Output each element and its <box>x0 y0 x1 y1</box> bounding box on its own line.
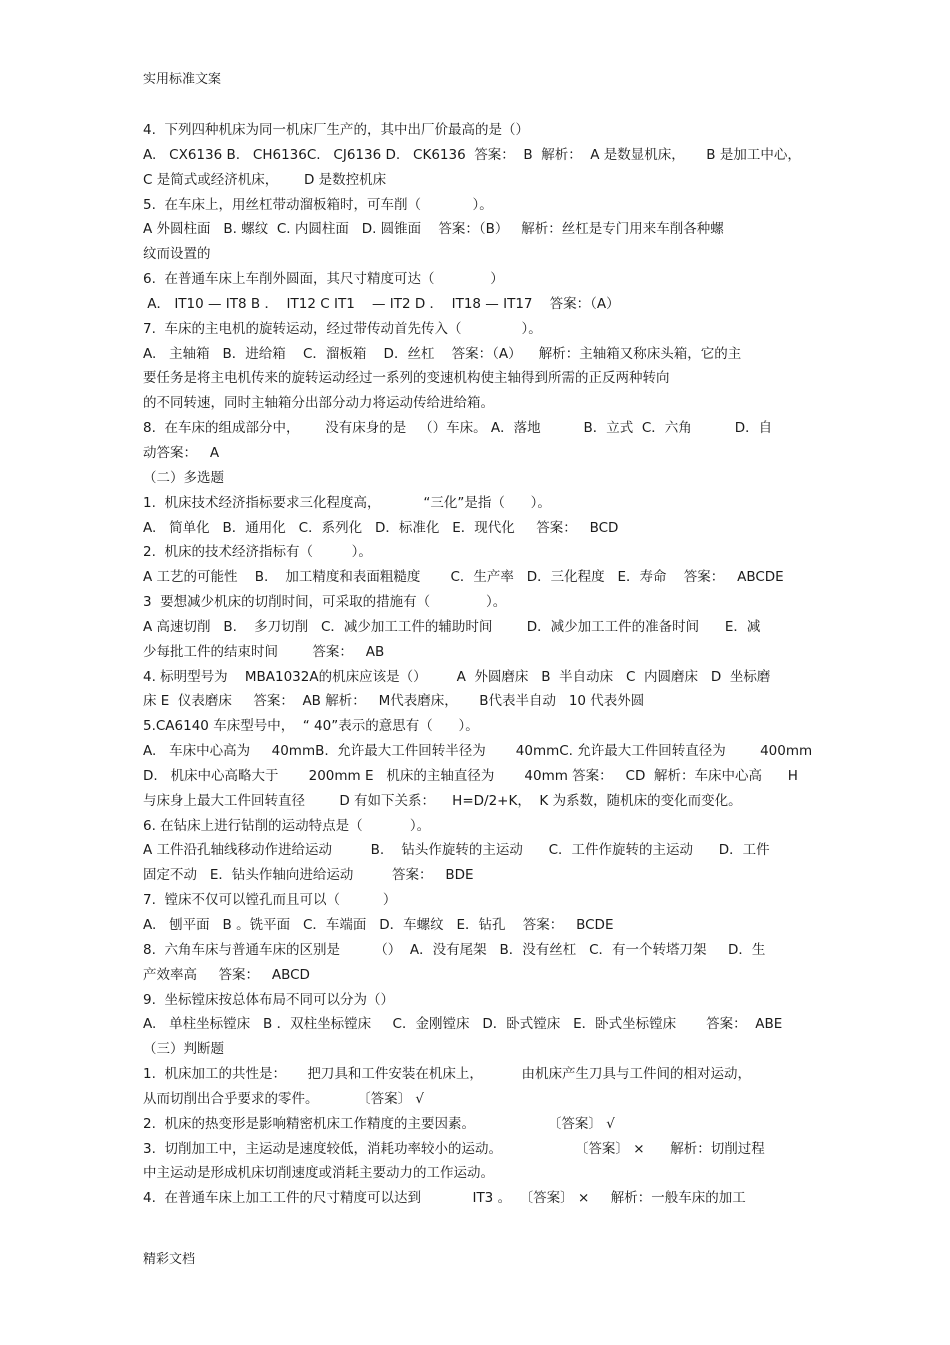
text-line: 少每批工件的结束时间 答案： AB <box>143 643 385 660</box>
text-line: 9. 坐标镗床按总体布局不同可以分为（） <box>143 991 394 1008</box>
text-line: 3 要想减少机床的切削时间，可采取的措施有（ ）。 <box>143 594 507 611</box>
text-line: 7. 镗床不仅可以镗孔而且可以（ ） <box>143 892 397 909</box>
text-line: 纹而设置的 <box>143 246 211 263</box>
text-line: 产效率高 答案： ABCD <box>143 966 310 983</box>
text-line: 要任务是将主电机传来的旋转运动经过一系列的变速机构使主轴得到所需的正反两种转向 <box>143 370 670 387</box>
page-header: 实用标准文案 <box>143 72 222 87</box>
text-line: 4. 在普通车床上加工工件的尺寸精度可以达到 IT3 。 〔答案〕 × 解析：一般车床的加工 <box>143 1190 746 1207</box>
text-line: 5.CA6140 车床型号中， “ 40”表示的意思有（ ）。 <box>143 718 479 735</box>
text-line: 2. 机床的热变形是影响精密机床工作精度的主要因素。 〔答案〕 √ <box>143 1115 615 1132</box>
text-line: A． IT10 — IT8 B ． IT12 C IT1 — IT2 D ． IT18 — IT17 答案：（A） <box>143 295 620 312</box>
section-heading: （三）判断题 <box>143 1041 224 1058</box>
text-line: 1. 机床加工的共性是： 把刀具和工件安装在机床上， 由机床产生刀具与工件间的相对运动， <box>143 1066 752 1083</box>
text-line: 5. 在车床上，用丝杠带动溜板箱时，可车削（ ）。 <box>143 196 493 213</box>
text-line: 6. 在钻床上进行钻削的运动特点是（ ）。 <box>143 817 431 834</box>
text-line: A. 简单化 B．通用化 C．系列化 D．标准化 E．现代化 答案： BCD <box>143 519 619 536</box>
text-line: A. 主轴箱 B．进给箱 C．溜板箱 D．丝杠 答案：（A） 解析：主轴箱又称床头箱，它的主 <box>143 345 742 362</box>
text-line: C 是简式或经济机床， D 是数控机床 <box>143 171 387 188</box>
text-line: 8. 在车床的组成部分中， 没有床身的是 （）车床。 A．落地 B．立式 C．六角 D．自 <box>143 420 773 437</box>
text-line: 固定不动 E．钻头作轴向进给运动 答案： BDE <box>143 867 474 884</box>
text-line: 1. 机床技术经济指标要求三化程度高， “三化”是指（ ）。 <box>143 494 551 511</box>
section-heading: （二）多选题 <box>143 469 224 486</box>
text-line: A 外圆柱面 B. 螺纹 C. 内圆柱面 D. 圆锥面 答案：（B） 解析：丝杠是专门用来车削各种螺 <box>143 221 724 238</box>
text-line: 8. 六角车床与普通车床的区别是 （） A．没有尾架 B．没有丝杠 C．有一个转塔刀架 D．生 <box>143 941 766 958</box>
text-line: 动答案： A <box>143 444 220 461</box>
text-line: 中主运动是形成机床切削速度或消耗主要动力的工作运动。 <box>143 1165 494 1182</box>
text-line: A 高速切削 B. 多刀切削 C．减少加工工件的辅助时间 D．减少加工工件的准备时间 E．减 <box>143 618 761 635</box>
text-line: 4. 下列四种机床为同一机床厂生产的，其中出厂价最高的是（） <box>143 122 529 138</box>
document-body <box>143 118 833 1211</box>
text-line: 与床身上最大工件回转直径 D 有如下关系： H=D/2+K， K 为系数，随机床的变化而变化。 <box>143 792 742 809</box>
text-line: A 工艺的可能性 B. 加工精度和表面粗糙度 C．生产率 D．三化程度 E．寿命 答案： ABCDE <box>143 569 784 586</box>
text-line: 3. 切削加工中，主运动是速度较低，消耗功率较小的运动。 〔答案〕 × 解析：切削过程 <box>143 1140 765 1157</box>
text-line: A 工件沿孔轴线移动作进给运动 B. 钻头作旋转的主运动 C．工件作旋转的主运动 D．工件 <box>143 842 770 859</box>
text-line: A. 车床中心高为 40mmB. 允许最大工件回转半径为 40mmC. 允许最大工件回转直径为 400mm <box>143 743 813 760</box>
text-line: 2. 机床的技术经济指标有（ ）。 <box>143 544 372 561</box>
text-line: 7. 车床的主电机的旋转运动，经过带传动首先传入（ ）。 <box>143 320 542 337</box>
text-line: 从而切削出合乎要求的零件。 〔答案〕 √ <box>143 1090 425 1107</box>
text-line: 床 E 仪表磨床 答案： AB 解析： M代表磨床， B代表半自动 10 代表外圆 <box>143 693 645 710</box>
text-line: 6. 在普通车床上车削外圆面，其尺寸精度可达（ ） <box>143 271 504 288</box>
text-line: 的不同转速，同时主轴箱分出部分动力将运动传给进给箱。 <box>143 395 494 412</box>
text-line: A. 刨平面 B 。铣平面 C．车端面 D．车螺纹 E．钻孔 答案： BCDE <box>143 917 614 933</box>
page-footer: 精彩文档 <box>143 1252 196 1267</box>
text-line: A. CX6136 B. CH6136C. CJ6136 D. CK6136 答案： B 解析： A 是数显机床， B 是加工中心， <box>143 146 801 163</box>
text-line: A. 单柱坐标镗床 B ．双柱坐标镗床 C．金刚镗床 D．卧式镗床 E．卧式坐标镗床 答案： ABE <box>143 1016 783 1033</box>
text-line: 4. 标明型号为 MBA1032A的机床应该是（） A 外圆磨床 B 半自动床 C 内圆磨床 D 坐标磨 <box>143 668 771 685</box>
text-line: D. 机床中心高略大于 200mm E 机床的主轴直径为 40mm 答案： CD 解析：车床中心高 H <box>143 767 798 784</box>
